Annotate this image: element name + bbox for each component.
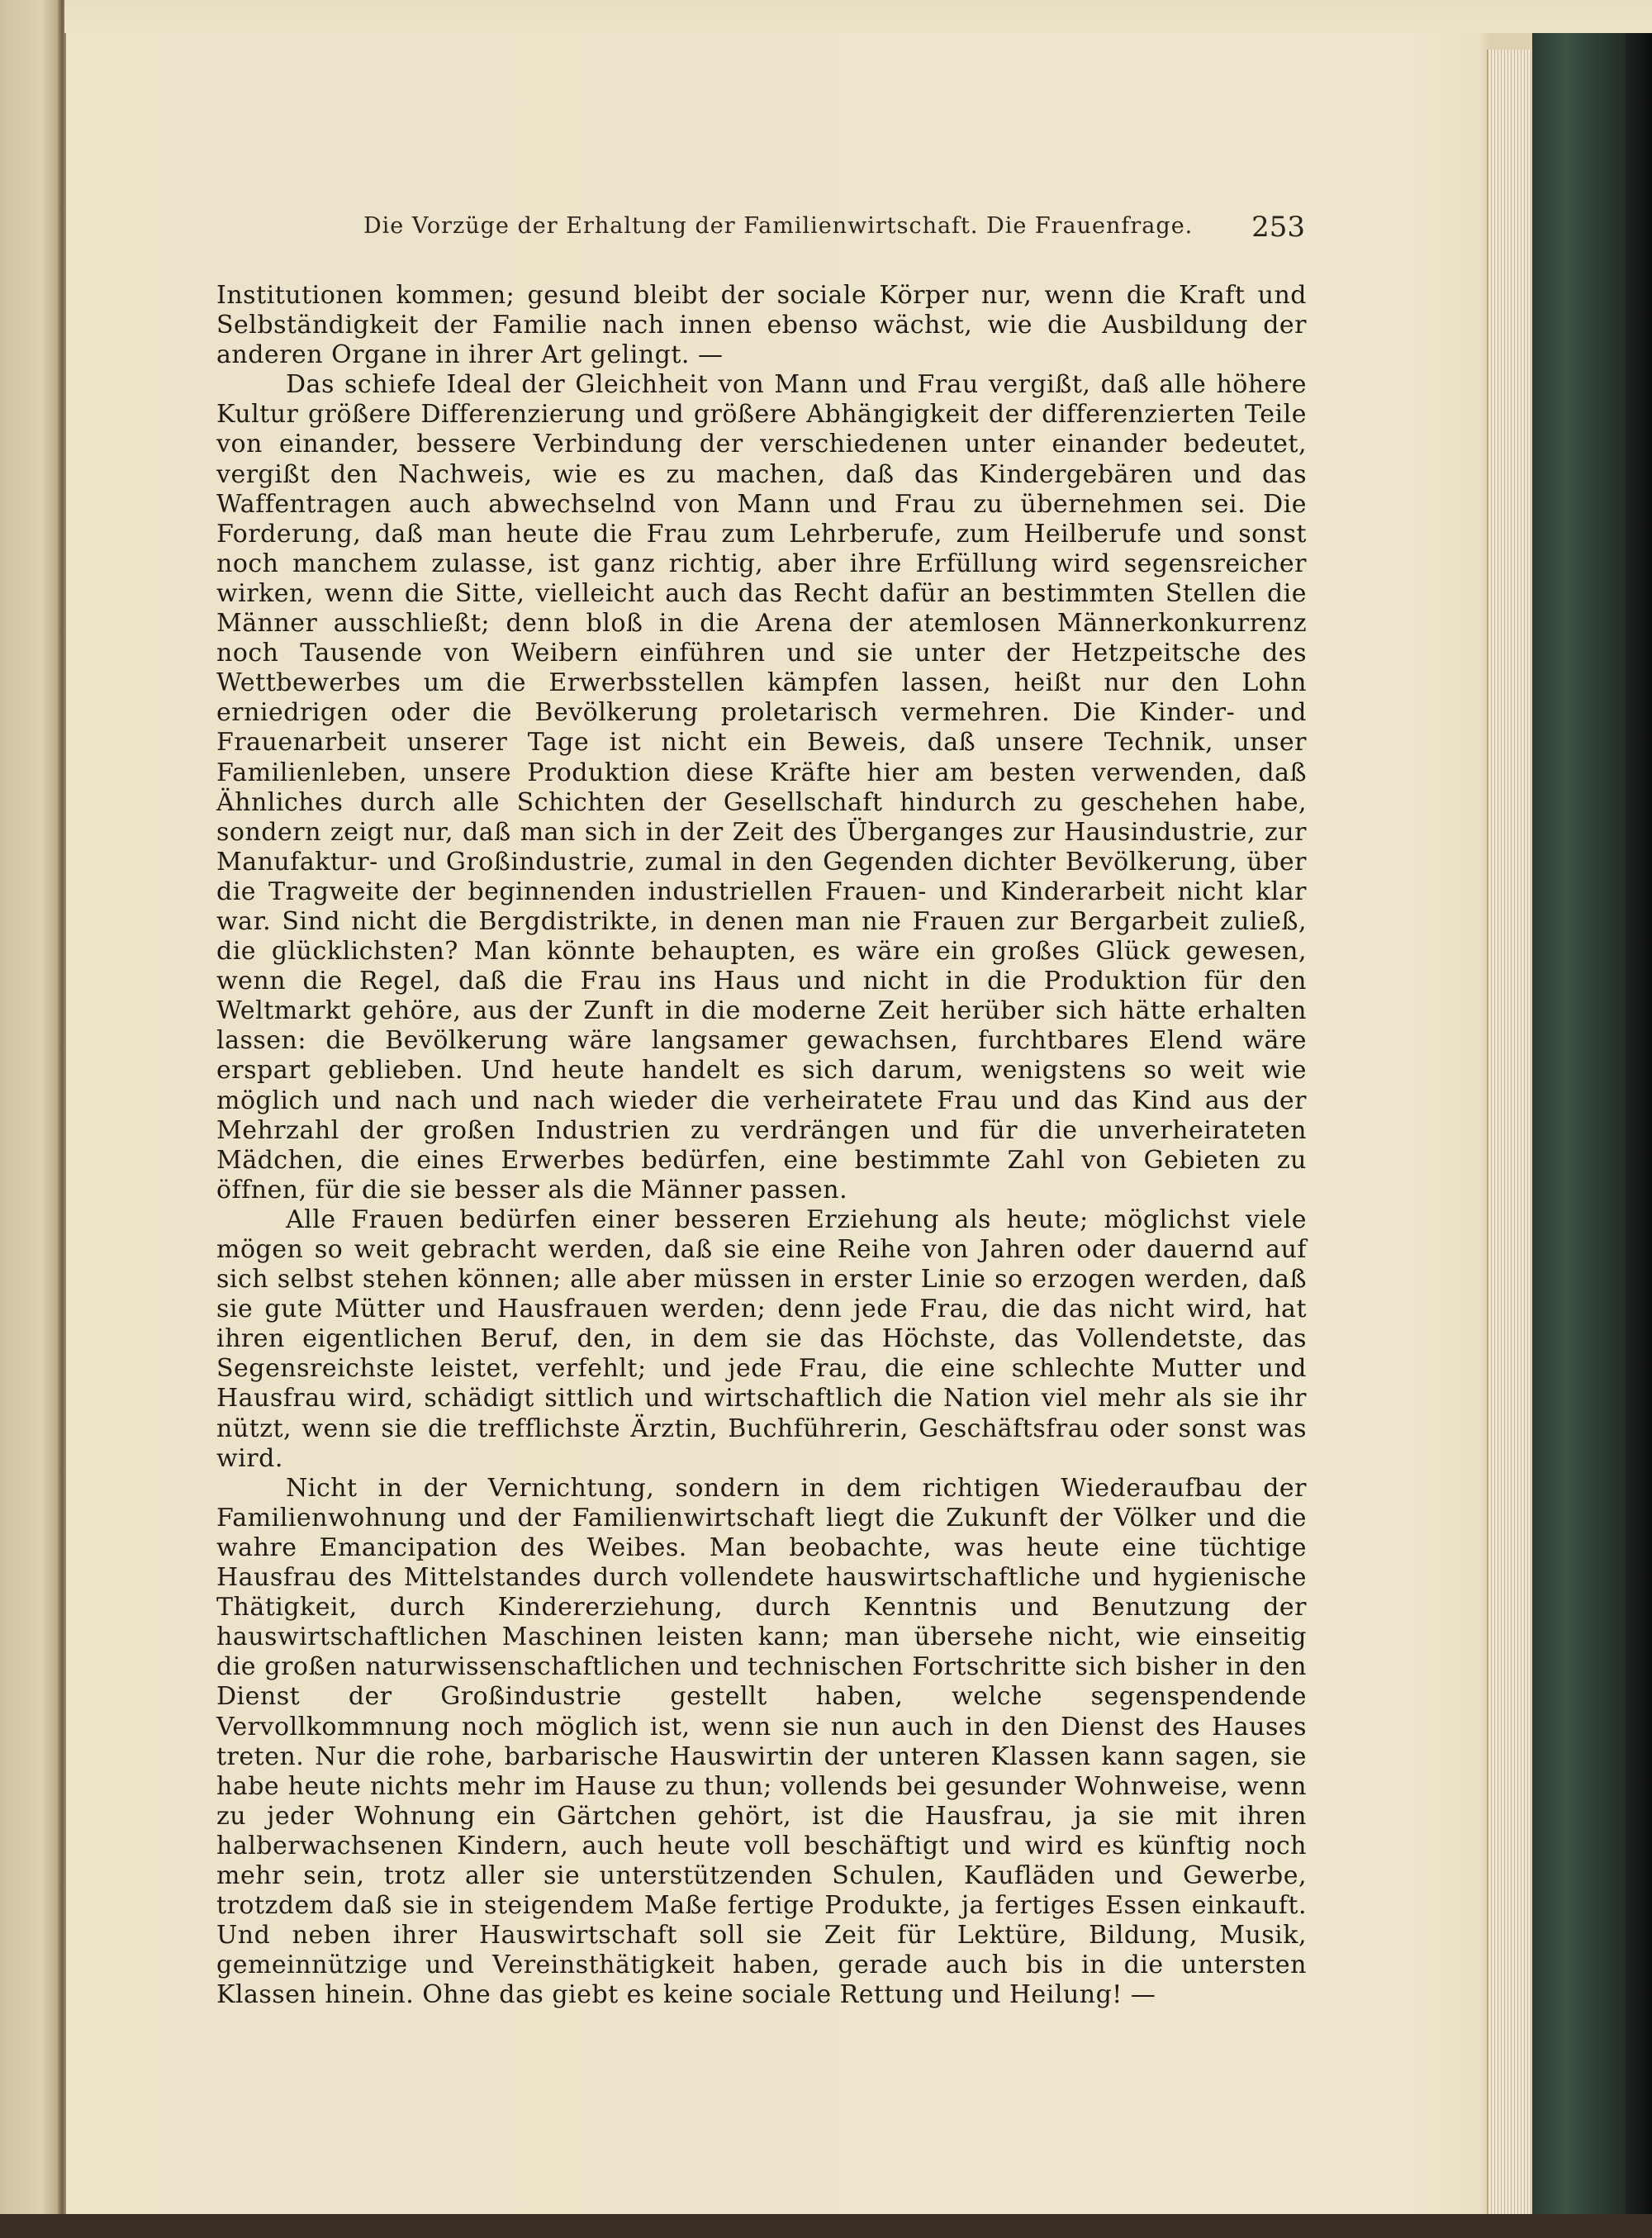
book-gutter [58, 0, 66, 2238]
scan-background [0, 2214, 1652, 2238]
running-title: Die Vorzüge der Erhaltung der Familienwirtschaft. Die Frauenfrage. [363, 213, 1194, 239]
page-stack-edges [1487, 50, 1534, 2214]
left-page-edge [0, 0, 64, 2238]
paragraph-3: Alle Frauen bedürfen einer besseren Erziehung als heute; möglichst viele mögen so weit gebracht werden, daß sie eine Reihe von Jahren oder dauernd auf sich selbst stehen können; alle aber müssen in erster Linie so erzogen werden, daß sie gute Mütter und Hausfrauen werden; denn jede Frau, die das nicht wird, hat ihren eigentlichen Beruf, den, in dem sie das Höchste, das Vollendetste, das Segensreichste leistet, verfehlt; und jede Frau, die eine schlechte Mutter und Hausfrau wird, schädigt sittlich und wirtschaftlich die Nation viel mehr als sie ihr nützt, wenn sie die trefflichste Ärztin, Buchführerin, Geschäftsfrau oder sonst was wird. [216, 1205, 1307, 1473]
body-text [216, 281, 1307, 2010]
paragraph-1: Institutionen kommen; gesund bleibt der sociale Körper nur, wenn die Kraft und Selbständigkeit der Familie nach innen ebenso wächst, wie die Ausbildung der anderen Organe in ihrer Art gelingt. — [216, 281, 1307, 370]
page-number: 253 [1251, 211, 1305, 244]
book-cover-edge [1626, 33, 1652, 2214]
paragraph-2: Das schiefe Ideal der Gleichheit von Mann und Frau vergißt, daß alle höhere Kultur größere Differenzierung und größere Abhängigkeit der differenzierten Teile von einander, bessere Verbindung der verschiedenen unter einander bedeutet, vergißt den Nachweis, wie es zu machen, daß das Kindergebären und das Waffentragen auch abwechselnd von Mann und Frau zu übernehmen sei. Die Forderung, daß man heute die Frau zum Lehrberufe, zum Heilberufe und sonst noch manchem zulasse, ist ganz richtig, aber ihre Erfüllung wird segensreicher wirken, wenn die Sitte, vielleicht auch das Recht dafür an bestimmten Stellen die Männer ausschließt; denn bloß in die Arena der atemlosen Männerkonkurrenz noch Tausende von Weibern einführen und sie unter der Hetzpeitsche des Wettbewerbes um die Erwerbsstellen kämpfen lassen, heißt nur den Lohn erniedrigen oder die Bevölkerung proletarisch vermehren. Die Kinder- und Frauenarbeit unserer Tage ist nicht ein Beweis, daß unsere Technik, unser Familienleben, unsere Produktion diese Kräfte hier am besten verwenden, daß Ähnliches durch alle Schichten der Gesellschaft hindurch zu geschehen habe, sondern zeigt nur, daß man sich in der Zeit des Überganges zur Hausindustrie, zur Manufaktur- und Großindustrie, zumal in den Gegenden dichter Bevölkerung, über die Tragweite der beginnenden industriellen Frauen- und Kinderarbeit nicht klar war. Sind nicht die Bergdistrikte, in denen man nie Frauen zur Bergarbeit zuließ, die glücklichsten? Man könnte behaupten, es wäre ein großes Glück gewesen, wenn die Regel, daß die Frau ins Haus und nicht in die Produktion für den Weltmarkt gehöre, aus der Zunft in die moderne Zeit herüber sich hätte erhalten lassen: die Bevölkerung wäre langsamer gewachsen, furchtbares Elend wäre erspart geblieben. Und heute handelt es sich darum, wenigstens so weit wie möglich und nach und nach wieder die verheiratete Frau und das Kind aus der Mehrzahl der großen Industrien zu verdrängen und für die unverheirateten Mädchen, die eines Erwerbes bedürfen, eine bestimmte Zahl von Gebieten zu öffnen, für die sie besser als die Männer passen. [216, 370, 1307, 1205]
page-top-margin [64, 0, 1652, 33]
paragraph-4: Nicht in der Vernichtung, sondern in dem richtigen Wiederaufbau der Familienwohnung und der Familienwirtschaft liegt die Zukunft der Völker und die wahre Emancipation des Weibes. Man beobachte, was heute eine tüchtige Hausfrau des Mittelstandes durch vollendete hauswirtschaftliche und hygienische Thätigkeit, durch Kindererziehung, durch Kenntnis und Benutzung der hauswirtschaftlichen Maschinen leisten kann; man übersehe nicht, wie einseitig die großen naturwissenschaftlichen und technischen Fortschritte sich bisher in den Dienst der Großindustrie gestellt haben, welche segenspendende Vervollkommnung noch möglich ist, wenn sie nun auch in den Dienst des Hauses treten. Nur die rohe, barbarische Hauswirtin der unteren Klassen kann sagen, sie habe heute nichts mehr im Hause zu thun; vollends bei gesunder Wohnweise, wenn zu jeder Wohnung ein Gärtchen gehört, ist die Hausfrau, ja sie mit ihren halberwachsenen Kindern, auch heute voll beschäftigt und wird es künftig noch mehr sein, trotz aller sie unterstützenden Schulen, Kaufläden und Gewerbe, trotzdem daß sie in steigendem Maße fertige Produkte, ja fertiges Essen einkauft. Und neben ihrer Hauswirtschaft soll sie Zeit für Lektüre, Bildung, Musik, gemeinnützige und Vereinsthätigkeit haben, gerade auch bis in die untersten Klassen hinein. Ohne das giebt es keine sociale Rettung und Heilung! — [216, 1473, 1307, 2010]
book-cover [1532, 33, 1640, 2214]
